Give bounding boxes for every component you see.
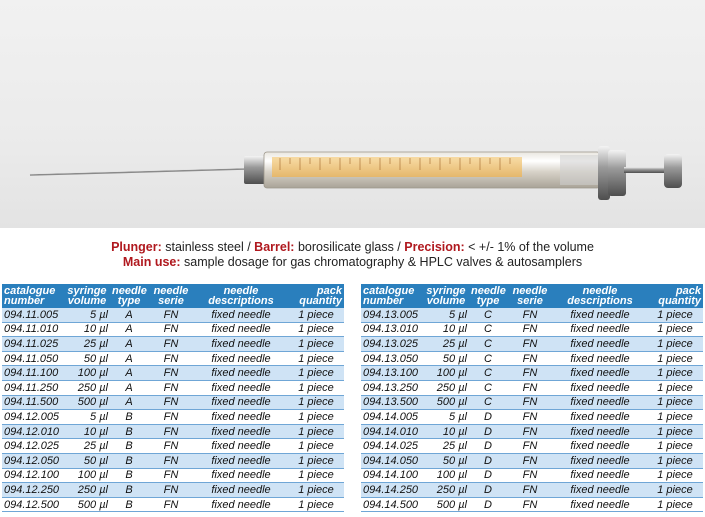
needle-type-cell: D [469, 497, 507, 512]
needle-description-cell: fixed needle [194, 468, 288, 483]
needle-type-cell: C [469, 395, 507, 410]
needle-serie-cell: FN [507, 468, 553, 483]
pack-quantity-cell: 1 piece [288, 424, 344, 439]
catalogue-number-cell: 094.14.050 [361, 453, 423, 468]
header-needle-serie: needle serie [507, 284, 553, 308]
needle-type-cell: D [469, 424, 507, 439]
header-needle-type: needle type [112, 285, 147, 307]
specs-line-1 [0, 240, 705, 255]
needle-type-cell: B [110, 410, 148, 425]
needle-description-cell: fixed needle [194, 453, 288, 468]
pack-quantity-cell: 1 piece [647, 424, 703, 439]
header-needle-descriptions: needle descriptions [194, 284, 288, 308]
needle-type-cell: C [469, 366, 507, 381]
header-needle-type: needle type [471, 285, 506, 307]
needle-type-cell: A [110, 351, 148, 366]
needle-description-cell: fixed needle [553, 424, 647, 439]
catalogue-number-cell: 094.12.010 [2, 424, 64, 439]
table-row [361, 308, 703, 322]
header-pack-quantity: pack quantity [647, 284, 703, 308]
header-pack-quantity: pack quantity [288, 284, 344, 308]
needle-description-cell: fixed needle [553, 366, 647, 381]
needle-serie-cell: FN [507, 497, 553, 512]
syringe-volume-cell: 100 µl [64, 468, 110, 483]
syringe-volume-cell: 250 µl [423, 380, 469, 395]
catalogue-number-cell: 094.12.100 [2, 468, 64, 483]
needle-serie-cell: FN [148, 395, 194, 410]
catalogue-number-cell: 094.11.250 [2, 380, 64, 395]
needle-type-cell: B [110, 453, 148, 468]
pack-quantity-cell: 1 piece [647, 483, 703, 498]
needle-type-cell: A [110, 322, 148, 337]
pack-quantity-cell: 1 piece [288, 497, 344, 512]
catalogue-number-cell: 094.13.250 [361, 380, 423, 395]
needle-serie-cell: FN [148, 351, 194, 366]
needle-serie-cell: FN [148, 380, 194, 395]
table-row [2, 322, 344, 337]
syringe-volume-cell: 10 µl [64, 322, 110, 337]
needle-type-cell: C [469, 380, 507, 395]
needle-description-cell: fixed needle [553, 322, 647, 337]
syringe-volume-cell: 5 µl [423, 308, 469, 322]
needle-serie-cell: FN [148, 439, 194, 454]
pack-quantity-cell: 1 piece [288, 366, 344, 381]
table-row [2, 380, 344, 395]
syringe-illustration [0, 0, 705, 228]
table-row [2, 497, 344, 512]
header-catalogue-number: catalogue number [361, 284, 423, 308]
syringe-volume-cell: 10 µl [423, 424, 469, 439]
needle-type-cell: B [110, 483, 148, 498]
pack-quantity-cell: 1 piece [647, 468, 703, 483]
syringe-volume-cell: 5 µl [423, 410, 469, 425]
catalogue-number-cell: 094.14.100 [361, 468, 423, 483]
header-needle-serie: needle serie [148, 284, 194, 308]
needle-type-cell: C [469, 351, 507, 366]
table-row [361, 424, 703, 439]
barrel-text: borosilicate glass / [294, 240, 405, 254]
catalogue-number-cell: 094.12.250 [2, 483, 64, 498]
pack-quantity-cell: 1 piece [288, 351, 344, 366]
needle-serie-cell: FN [507, 410, 553, 425]
needle-serie-cell: FN [507, 424, 553, 439]
needle-description-cell: fixed needle [194, 410, 288, 425]
catalogue-number-cell: 094.12.500 [2, 497, 64, 512]
syringe-photo [0, 0, 705, 228]
pack-quantity-cell: 1 piece [647, 395, 703, 410]
needle-type-cell: D [469, 483, 507, 498]
table-row [361, 380, 703, 395]
needle-serie-cell: FN [507, 308, 553, 322]
needle-serie-cell: FN [148, 497, 194, 512]
needle-description-cell: fixed needle [553, 497, 647, 512]
needle-description-cell: fixed needle [553, 468, 647, 483]
plunger-text: stainless steel / [161, 240, 255, 254]
syringe-volume-cell: 10 µl [423, 322, 469, 337]
table-row [2, 337, 344, 352]
needle-type-cell: B [110, 468, 148, 483]
pack-quantity-cell: 1 piece [647, 366, 703, 381]
syringe-volume-cell: 500 µl [64, 497, 110, 512]
needle-description-cell: fixed needle [194, 337, 288, 352]
syringe-volume-cell: 100 µl [423, 468, 469, 483]
table-row [2, 308, 344, 322]
syringe-volume-cell: 500 µl [423, 395, 469, 410]
header-syringe-volume: syringe volume [64, 284, 110, 308]
needle-type-cell: D [469, 453, 507, 468]
needle-type-cell: C [469, 322, 507, 337]
needle-description-cell: fixed needle [194, 322, 288, 337]
needle-description-cell: fixed needle [194, 439, 288, 454]
needle-serie-cell: FN [148, 366, 194, 381]
needle-type-cell: A [110, 308, 148, 322]
needle-description-cell: fixed needle [194, 424, 288, 439]
catalogue-number-cell: 094.12.025 [2, 439, 64, 454]
table-header-row [2, 284, 344, 308]
table-row [361, 337, 703, 352]
main-use-label: Main use: [122, 255, 181, 269]
precision-label: Precision: [404, 240, 465, 254]
needle-description-cell: fixed needle [553, 453, 647, 468]
table-header-row [361, 284, 703, 308]
needle-description-cell: fixed needle [194, 380, 288, 395]
needle-serie-cell: FN [148, 468, 194, 483]
catalogue-number-cell: 094.13.050 [361, 351, 423, 366]
catalogue-number-cell: 094.11.100 [2, 366, 64, 381]
syringe-volume-cell: 50 µl [64, 453, 110, 468]
catalogue-table-left [2, 284, 344, 512]
catalogue-number-cell: 094.11.005 [2, 308, 64, 322]
pack-quantity-cell: 1 piece [647, 308, 703, 322]
pack-quantity-cell: 1 piece [288, 468, 344, 483]
needle-type-cell: B [110, 497, 148, 512]
pack-quantity-cell: 1 piece [647, 439, 703, 454]
syringe-volume-cell: 250 µl [423, 483, 469, 498]
needle-type-cell: B [110, 439, 148, 454]
table-row [2, 366, 344, 381]
needle-description-cell: fixed needle [194, 308, 288, 322]
syringe-volume-cell: 100 µl [64, 366, 110, 381]
header-syringe-volume: syringe volume [423, 284, 469, 308]
needle-type-cell: A [110, 337, 148, 352]
table-row [361, 483, 703, 498]
pack-quantity-cell: 1 piece [647, 351, 703, 366]
plunger-label: Plunger: [111, 240, 162, 254]
table-row [2, 483, 344, 498]
syringe-volume-cell: 250 µl [64, 380, 110, 395]
catalogue-number-cell: 094.14.005 [361, 410, 423, 425]
pack-quantity-cell: 1 piece [647, 380, 703, 395]
table-row [2, 424, 344, 439]
pack-quantity-cell: 1 piece [288, 380, 344, 395]
needle-serie-cell: FN [507, 337, 553, 352]
product-specs [0, 240, 705, 270]
catalogue-table-right [361, 284, 703, 512]
needle-serie-cell: FN [148, 337, 194, 352]
table-row [361, 410, 703, 425]
specs-line-2 [0, 255, 705, 270]
needle-serie-cell: FN [148, 410, 194, 425]
catalogue-number-cell: 094.13.500 [361, 395, 423, 410]
needle-description-cell: fixed needle [553, 351, 647, 366]
catalogue-number-cell: 094.11.500 [2, 395, 64, 410]
syringe-volume-cell: 50 µl [423, 351, 469, 366]
catalogue-number-cell: 094.14.010 [361, 424, 423, 439]
needle-description-cell: fixed needle [553, 483, 647, 498]
needle-type-cell: B [110, 424, 148, 439]
syringe-volume-cell: 500 µl [423, 497, 469, 512]
catalogue-number-cell: 094.13.005 [361, 308, 423, 322]
pack-quantity-cell: 1 piece [647, 410, 703, 425]
needle-description-cell: fixed needle [553, 410, 647, 425]
barrel-label: Barrel: [254, 240, 295, 254]
needle-serie-cell: FN [507, 322, 553, 337]
syringe-volume-cell: 5 µl [64, 308, 110, 322]
needle-description-cell: fixed needle [553, 395, 647, 410]
needle-type-cell: D [469, 439, 507, 454]
header-catalogue-number: catalogue number [2, 284, 64, 308]
needle-description-cell: fixed needle [553, 380, 647, 395]
syringe-volume-cell: 50 µl [423, 453, 469, 468]
needle-type-cell: D [469, 468, 507, 483]
pack-quantity-cell: 1 piece [288, 308, 344, 322]
needle-type-cell: A [110, 380, 148, 395]
needle-description-cell: fixed needle [194, 483, 288, 498]
needle-description-cell: fixed needle [194, 497, 288, 512]
catalogue-number-cell: 094.14.250 [361, 483, 423, 498]
needle-description-cell: fixed needle [194, 351, 288, 366]
pack-quantity-cell: 1 piece [647, 453, 703, 468]
table-row [2, 453, 344, 468]
needle-serie-cell: FN [507, 439, 553, 454]
precision-text: < +/- 1% of the volume [464, 240, 594, 254]
needle-serie-cell: FN [507, 366, 553, 381]
needle-type-cell: C [469, 308, 507, 322]
needle-type-cell: C [469, 337, 507, 352]
syringe-volume-cell: 25 µl [423, 337, 469, 352]
table-row [2, 351, 344, 366]
table-row [361, 497, 703, 512]
syringe-volume-cell: 50 µl [64, 351, 110, 366]
needle-serie-cell: FN [507, 453, 553, 468]
catalogue-number-cell: 094.14.025 [361, 439, 423, 454]
needle-description-cell: fixed needle [194, 366, 288, 381]
needle-serie-cell: FN [507, 483, 553, 498]
needle-serie-cell: FN [148, 453, 194, 468]
table-row [361, 322, 703, 337]
pack-quantity-cell: 1 piece [288, 453, 344, 468]
needle-serie-cell: FN [507, 380, 553, 395]
syringe-volume-cell: 25 µl [423, 439, 469, 454]
needle-type-cell: A [110, 395, 148, 410]
main-use-text: sample dosage for gas chromatography & HPLC valves & autosamplers [180, 255, 583, 269]
pack-quantity-cell: 1 piece [288, 439, 344, 454]
table-row [361, 439, 703, 454]
syringe-volume-cell: 10 µl [64, 424, 110, 439]
table-row [361, 351, 703, 366]
needle-description-cell: fixed needle [194, 395, 288, 410]
needle-type-cell: A [110, 366, 148, 381]
needle-description-cell: fixed needle [553, 308, 647, 322]
catalogue-number-cell: 094.11.010 [2, 322, 64, 337]
catalogue-number-cell: 094.14.500 [361, 497, 423, 512]
table-row [2, 410, 344, 425]
syringe-volume-cell: 25 µl [64, 337, 110, 352]
table-row [2, 468, 344, 483]
table-row [2, 439, 344, 454]
catalogue-number-cell: 094.11.050 [2, 351, 64, 366]
pack-quantity-cell: 1 piece [288, 410, 344, 425]
syringe-volume-cell: 500 µl [64, 395, 110, 410]
needle-description-cell: fixed needle [553, 439, 647, 454]
pack-quantity-cell: 1 piece [288, 483, 344, 498]
syringe-volume-cell: 100 µl [423, 366, 469, 381]
syringe-volume-cell: 5 µl [64, 410, 110, 425]
pack-quantity-cell: 1 piece [647, 337, 703, 352]
header-needle-descriptions: needle descriptions [553, 284, 647, 308]
syringe-volume-cell: 25 µl [64, 439, 110, 454]
needle-serie-cell: FN [507, 395, 553, 410]
catalogue-number-cell: 094.11.025 [2, 337, 64, 352]
catalogue-number-cell: 094.13.010 [361, 322, 423, 337]
catalogue-number-cell: 094.12.005 [2, 410, 64, 425]
needle-serie-cell: FN [148, 322, 194, 337]
syringe-volume-cell: 250 µl [64, 483, 110, 498]
pack-quantity-cell: 1 piece [647, 497, 703, 512]
needle-serie-cell: FN [507, 351, 553, 366]
table-row [361, 468, 703, 483]
needle-serie-cell: FN [148, 308, 194, 322]
catalogue-number-cell: 094.13.100 [361, 366, 423, 381]
needle-description-cell: fixed needle [553, 337, 647, 352]
needle-type-cell: D [469, 410, 507, 425]
pack-quantity-cell: 1 piece [288, 395, 344, 410]
needle-serie-cell: FN [148, 424, 194, 439]
table-row [361, 453, 703, 468]
pack-quantity-cell: 1 piece [647, 322, 703, 337]
table-row [361, 366, 703, 381]
needle-serie-cell: FN [148, 483, 194, 498]
pack-quantity-cell: 1 piece [288, 322, 344, 337]
catalogue-number-cell: 094.12.050 [2, 453, 64, 468]
table-row [2, 395, 344, 410]
catalogue-number-cell: 094.13.025 [361, 337, 423, 352]
pack-quantity-cell: 1 piece [288, 337, 344, 352]
table-row [361, 395, 703, 410]
